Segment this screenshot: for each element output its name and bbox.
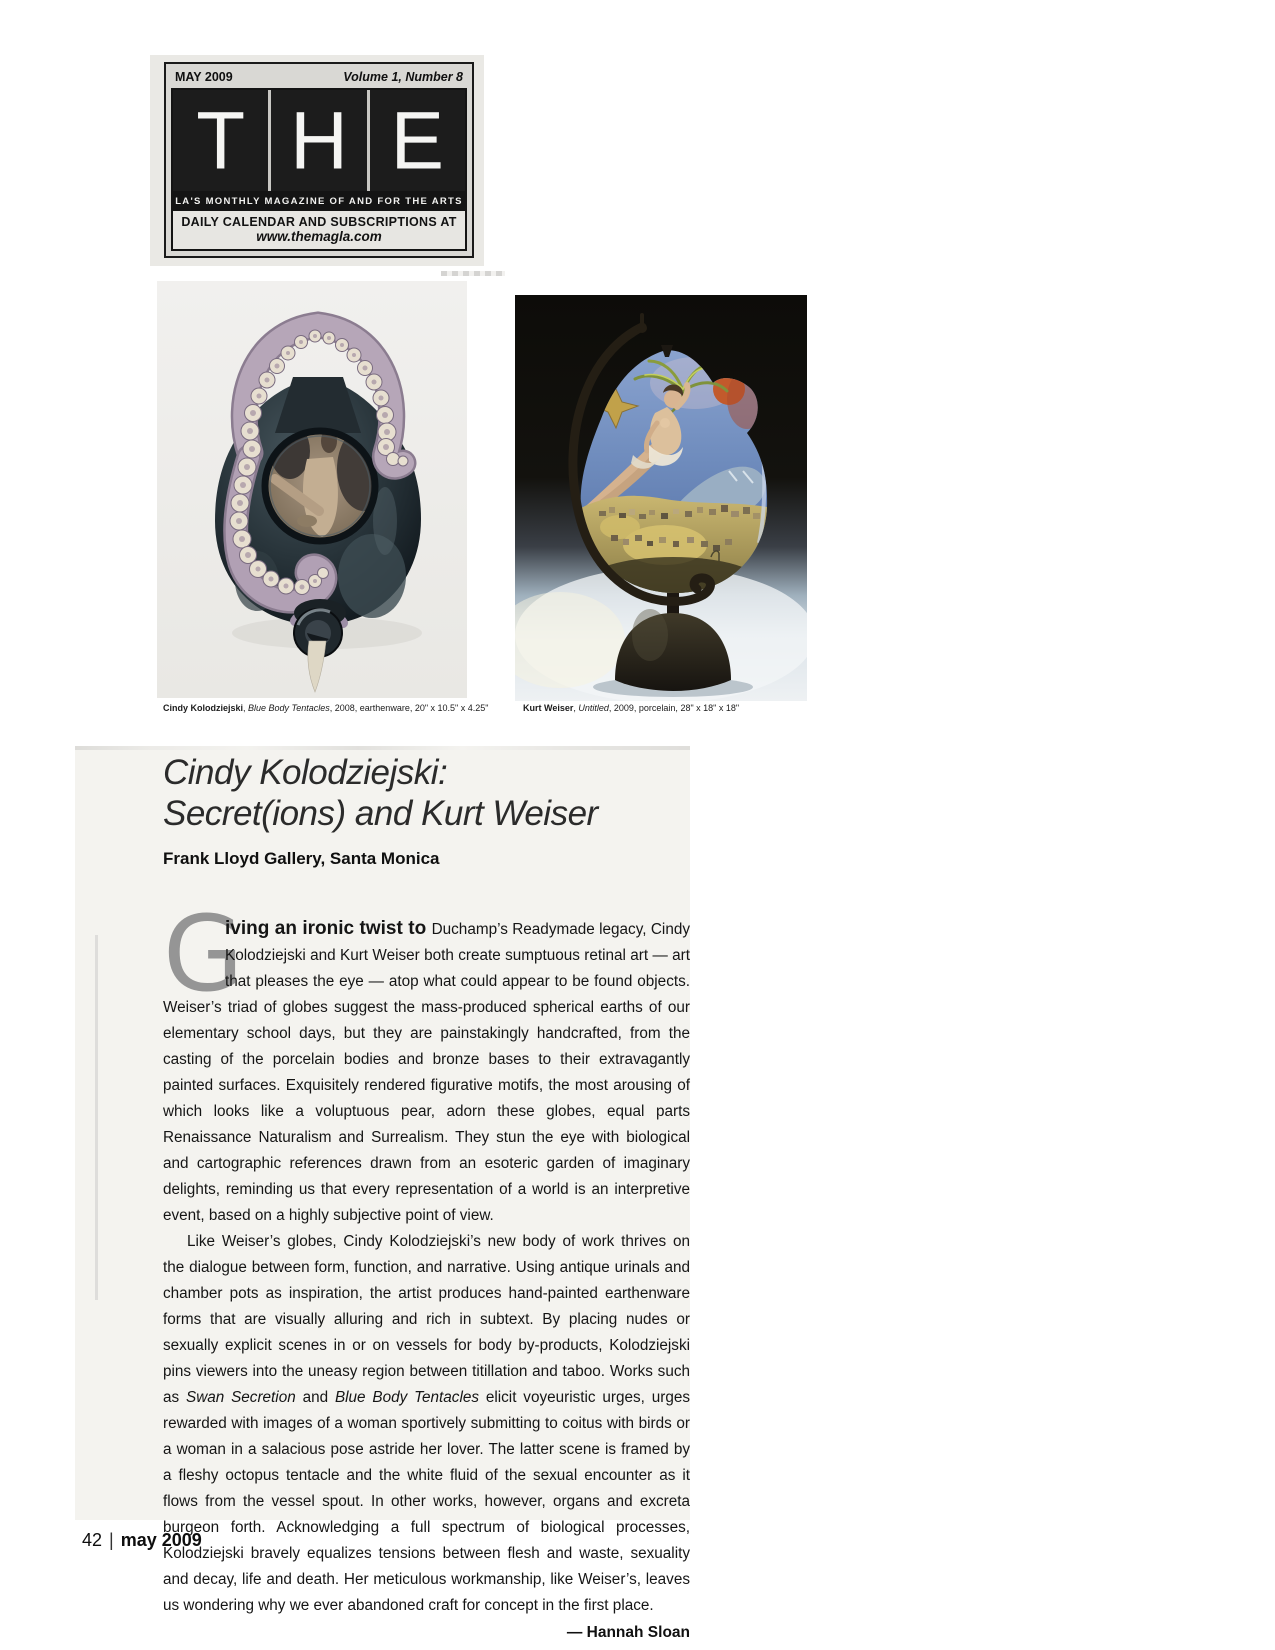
footer-divider: | <box>109 1530 114 1550</box>
paragraph-2: Like Weiser’s globes, Cindy Kolodziejski’s new body of work thrives on the dialogue between form, function, and narrative. Using antique urinals and chamber pots as inspiration, the artist produces hand-painted earthenware forms that are visually alluring and rich in subtext. By placing nudes or sexually explicit scenes in or on vessels for body by-products, Kolodziejski pins viewers into the uneasy region between titillation and taboo. Works such as Swan Secretion and Blue Body Tentacles elicit voyeuristic urges, urges rewarded with images of a woman sportively submitting to coitus with birds or a woman in a salacious pose astride her lover. The latter scene is framed by a fleshy octopus tentacle and the white fluid of the sexual encounter as it flows from the vessel spout. In other works, however, organs and excreta burgeon forth. Acknowledging a full spectrum of biological processes, Kolodziejski bravely equalizes tensions between flesh and waste, sexuality and decay, life and death. Her meticulous workmanship, like Weiser’s, leaves us wondering why we ever abandoned craft for concept in the first place. <box>163 1233 691 1614</box>
paragraph-1: G iving an ironic twist to Duchamp’s Readymade legacy, Cindy Kolodziejski and Kurt Weiser both create sumptuous retinal art — art that pleases the eye — atop what could appear to be found objects. Weiser’s triad of globes suggest the mass-produced spherical earths of our elementary school days, but they are painstakingly handcrafted, from the casting of the porcelain bodies and bronze bases to their extravagantly painted surfaces. Exquisitely rendered figurative motifs, the most arousing of which looks like a voluptuous pear, adorn these globes, equal parts Renaissance Naturalism and Surrealism. They stun the eye with biological and cartographic references drawn from an esoteric garden of imaginary delights, reminding us that every representation of a world is an interpretive event, based on a highly subjective point of view. <box>163 893 690 1224</box>
logo-letter-e: E <box>390 94 444 186</box>
caption-details: , 2009, porcelain, 28" x 18" x 18" <box>608 703 740 713</box>
caption-artist: Cindy Kolodziejski <box>163 703 244 713</box>
headline-line2: Secret(ions) and Kurt Weiser <box>163 794 598 833</box>
caption-title: Untitled <box>578 703 609 713</box>
article-headline <box>163 752 690 834</box>
page-number: 42 <box>82 1530 103 1550</box>
author-byline: — Hannah Sloan <box>566 1624 690 1641</box>
lead-in-bold: iving an ironic twist to <box>225 918 432 939</box>
gallery-venue: Frank Lloyd Gallery, Santa Monica <box>163 849 440 868</box>
artwork-title-italic: Blue Body Tentacles <box>334 1389 480 1406</box>
globe-illustration <box>515 295 807 701</box>
article-body <box>163 893 691 1619</box>
logo-square-e <box>370 90 465 191</box>
vessel-illustration <box>157 281 467 698</box>
logo-square-t <box>173 90 268 191</box>
logo-squares <box>173 90 465 191</box>
artwork-photo-right <box>515 295 807 701</box>
logo-letter-t: T <box>196 94 246 186</box>
artwork-photo-left <box>157 281 467 698</box>
masthead-clipping <box>150 55 484 266</box>
masthead-issue-row <box>166 64 472 88</box>
subscription-info <box>173 211 465 249</box>
caption-details: , 2008, earthenware, 20" x 10.5" x 4.25" <box>329 703 489 713</box>
logo-letter-h: H <box>290 94 348 186</box>
logo-square-h <box>271 90 366 191</box>
artwork-title-italic: Swan Secretion <box>186 1389 296 1406</box>
scan-artifact <box>95 935 98 1300</box>
caption-title: Blue Body Tentacles <box>248 703 330 713</box>
scan-artifact <box>441 271 505 276</box>
magazine-website: www.themagla.com <box>256 229 382 244</box>
page-footer <box>82 1530 202 1551</box>
review-article <box>163 752 690 1642</box>
issue-date: MAY 2009 <box>175 70 233 84</box>
caption-right-artwork: Kurt Weiser, Untitled, 2009, porcelain, 28" x 18" x 18" <box>523 703 740 713</box>
magazine-tagline: LA'S MONTHLY MAGAZINE OF AND FOR THE ARTS <box>173 191 465 211</box>
caption-left-artwork: Cindy Kolodziejski, Blue Body Tentacles, 2008, earthenware, 20" x 10.5" x 4.25" <box>163 703 489 713</box>
caption-artist: Kurt Weiser <box>523 703 574 713</box>
masthead-box <box>164 62 474 258</box>
issue-volume: Volume 1, Number 8 <box>343 70 463 84</box>
headline-line1: Cindy Kolodziejski: <box>163 753 448 792</box>
drop-cap: G <box>163 893 244 1015</box>
the-logo <box>171 88 467 251</box>
footer-issue: may 2009 <box>120 1530 202 1550</box>
calendar-line: DAILY CALENDAR AND SUBSCRIPTIONS AT <box>181 215 457 229</box>
